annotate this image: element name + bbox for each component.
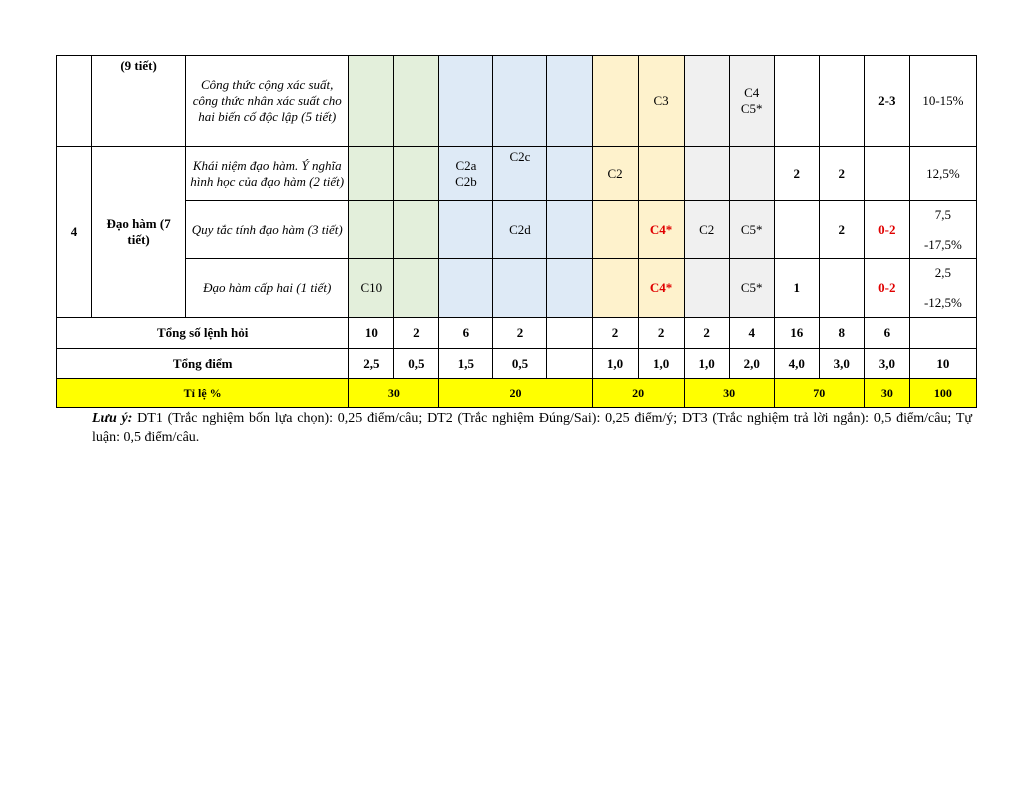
cell-o1: [592, 201, 638, 259]
pct-cell: [909, 259, 976, 318]
pct-line: -17,5%: [923, 236, 962, 252]
cell-line: C2b: [455, 173, 477, 189]
ratio-cell: 30: [349, 379, 439, 408]
table-row: [57, 259, 977, 318]
total-cell: 16: [774, 318, 819, 349]
ratio-cell: 30: [684, 379, 774, 408]
cell-b2: C2c: [493, 147, 547, 201]
total-cell: 2: [493, 318, 547, 349]
total-cell: 2: [592, 318, 638, 349]
total-cell: 6: [439, 318, 493, 349]
pct-cell: 12,5%: [909, 147, 976, 201]
total-cell: 3,0: [819, 349, 864, 379]
total-cell: 1,0: [638, 349, 684, 379]
table-row: [57, 201, 977, 259]
cell-o1: [592, 56, 638, 147]
total-cell: 2,5: [349, 349, 394, 379]
cell-o1: [592, 259, 638, 318]
total-cell: 0,5: [493, 349, 547, 379]
cell-line: C4: [744, 85, 760, 100]
sum-v1: [774, 201, 819, 259]
sum-v3: [864, 147, 909, 201]
cell-o2: C3: [638, 56, 684, 147]
sum-v2: 2: [819, 201, 864, 259]
cell-b2: C2d: [493, 201, 547, 259]
cell-s1: C2: [684, 201, 729, 259]
total-cell: 1,5: [439, 349, 493, 379]
total-cell: 0,5: [394, 349, 439, 379]
cell-b3: [547, 201, 592, 259]
sum-v2: [819, 259, 864, 318]
cell-g1: [349, 56, 394, 147]
cell-b1: [439, 147, 493, 201]
sum-v1: [774, 56, 819, 147]
cell-s2: [729, 147, 774, 201]
cell-g2: [394, 259, 439, 318]
total-cell: [909, 318, 976, 349]
cell-s2: C5*: [729, 201, 774, 259]
content-cell: Khái niệm đạo hàm. Ý nghĩa hình học của đạo hàm (2 tiết): [186, 147, 349, 201]
cell-b3: [547, 259, 592, 318]
footnote-label: Lưu ý:: [92, 411, 133, 426]
footnote: [92, 409, 972, 447]
stt-cell: [57, 56, 92, 147]
total-cell: 4,0: [774, 349, 819, 379]
footnote-text: DT1 (Trắc nghiệm bốn lựa chọn): 0,25 điểm/câu; DT2 (Trắc nghiệm Đúng/Sai): 0,25 điểm/ý; DT3 (Trắc nghiệm trả lời ngắn): 0,5 điểm/câu; Tự luận: 0,5 điểm/câu.: [92, 411, 972, 445]
cell-s1: [684, 56, 729, 147]
pct-line: 2,5: [934, 265, 952, 280]
ratio-cell: 100: [909, 379, 976, 408]
cell-line: C2a: [455, 157, 477, 173]
sum-v1: 2: [774, 147, 819, 201]
cell-s1: [684, 259, 729, 318]
content-cell: Đạo hàm cấp hai (1 tiết): [186, 259, 349, 318]
cell-s2: [729, 56, 774, 147]
topic-cell: (9 tiết): [92, 56, 186, 147]
cell-g2: [394, 147, 439, 201]
total-cell: 10: [909, 349, 976, 379]
cell-g2: [394, 56, 439, 147]
sum-v3: 0-2: [864, 201, 909, 259]
assessment-matrix-table: [56, 55, 977, 408]
total-cell: 2,0: [729, 349, 774, 379]
cell-b2: [493, 56, 547, 147]
cell-g2: [394, 201, 439, 259]
sum-v3: 2-3: [864, 56, 909, 147]
total-cell: 1,0: [684, 349, 729, 379]
cell-g1: C10: [349, 259, 394, 318]
cell-o2: [638, 147, 684, 201]
total-cell: 4: [729, 318, 774, 349]
pct-cell: [909, 201, 976, 259]
content-cell: Công thức cộng xác suất, công thức nhân xác suất cho hai biến cố độc lập (5 tiết): [186, 56, 349, 147]
total-cell: 1,0: [592, 349, 638, 379]
sum-v2: 2: [819, 147, 864, 201]
cell-o1: C2: [592, 147, 638, 201]
total-cell: 2: [638, 318, 684, 349]
cell-b1: [439, 259, 493, 318]
pct-line: 7,5: [934, 206, 952, 222]
totals-questions-label: Tổng số lệnh hỏi: [57, 318, 349, 349]
ratio-cell: 20: [592, 379, 684, 408]
content-cell: Quy tắc tính đạo hàm (3 tiết): [186, 201, 349, 259]
cell-s1: [684, 147, 729, 201]
pct-line: -12,5%: [923, 295, 962, 310]
cell-g1: [349, 147, 394, 201]
cell-b2: [493, 259, 547, 318]
table-row: [57, 56, 977, 147]
cell-s2: C5*: [729, 259, 774, 318]
ratio-cell: 20: [439, 379, 592, 408]
total-cell: 10: [349, 318, 394, 349]
total-cell: 3,0: [864, 349, 909, 379]
sum-v3: 0-2: [864, 259, 909, 318]
cell-b3: [547, 56, 592, 147]
totals-points-label: Tổng điểm: [57, 349, 349, 379]
stt-cell: 4: [57, 147, 92, 318]
total-cell: 6: [864, 318, 909, 349]
cell-g1: [349, 201, 394, 259]
total-cell: 2: [394, 318, 439, 349]
cell-b1: [439, 56, 493, 147]
total-cell: [547, 318, 592, 349]
cell-o2: C4*: [638, 259, 684, 318]
pct-cell: 10-15%: [909, 56, 976, 147]
cell-b1: [439, 201, 493, 259]
sum-v2: [819, 56, 864, 147]
table-row: [57, 147, 977, 201]
cell-line: C5*: [740, 101, 763, 116]
total-cell: [547, 349, 592, 379]
totals-points-row: [57, 349, 977, 379]
sum-v1: 1: [774, 259, 819, 318]
cell-b3: [547, 147, 592, 201]
total-cell: 8: [819, 318, 864, 349]
ratio-cell: 30: [864, 379, 909, 408]
totals-questions-row: [57, 318, 977, 349]
total-cell: 2: [684, 318, 729, 349]
totals-ratio-label: Tỉ lệ %: [57, 379, 349, 408]
ratio-cell: 70: [774, 379, 864, 408]
totals-ratio-row: [57, 379, 977, 408]
cell-o2: C4*: [638, 201, 684, 259]
topic-cell: Đạo hàm (7 tiết): [92, 147, 186, 318]
